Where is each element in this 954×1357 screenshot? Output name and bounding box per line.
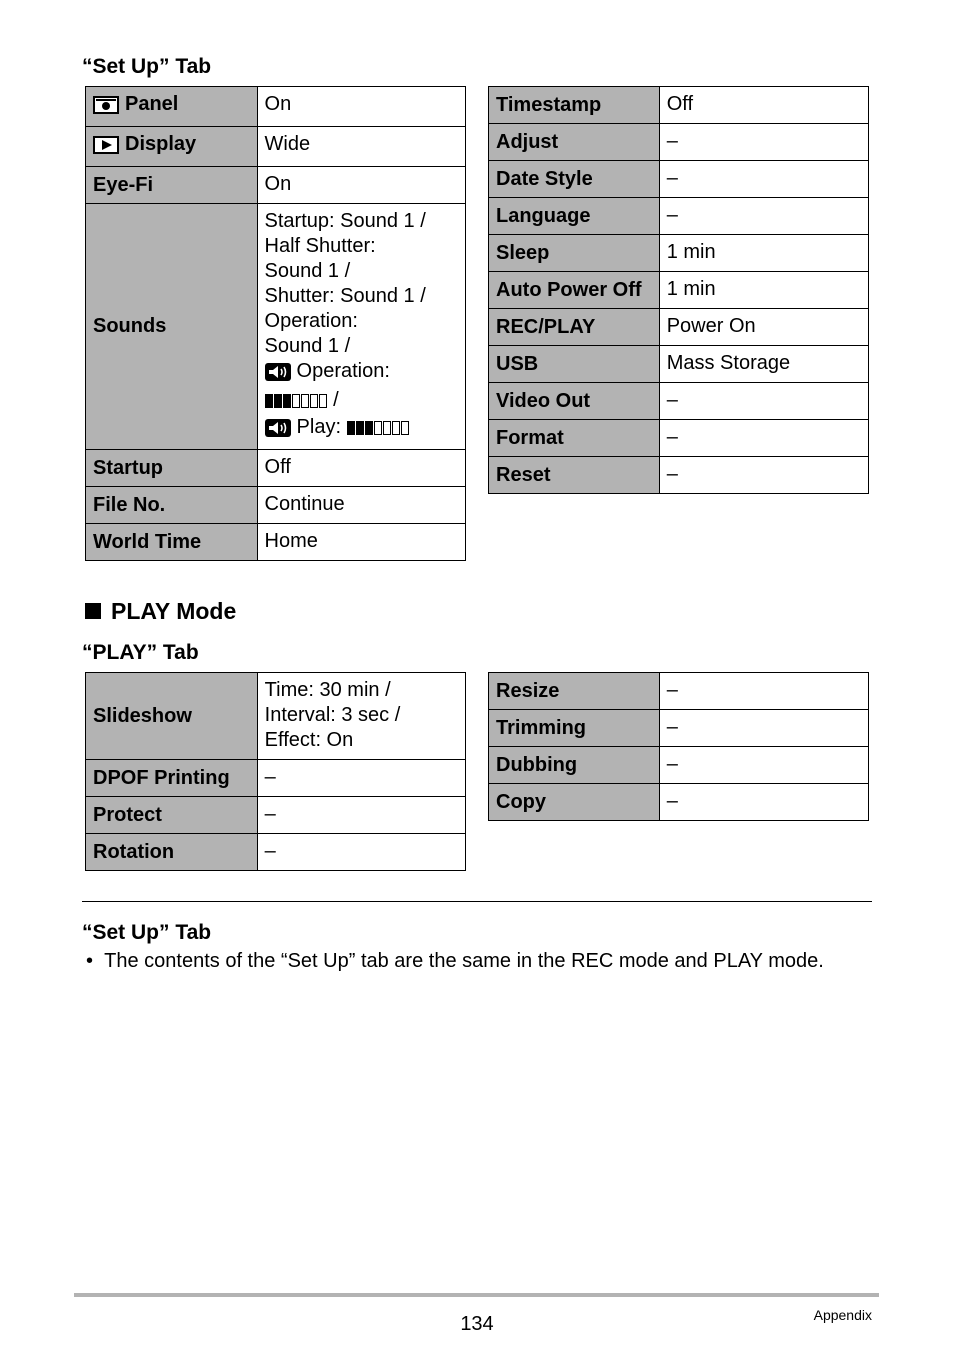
row-value: – <box>659 161 868 198</box>
row-key: Trimming <box>489 710 660 747</box>
volume-level-bar <box>401 421 409 435</box>
row-key: Timestamp <box>489 87 660 124</box>
volume-level-bar <box>347 421 355 435</box>
row-value: On <box>257 167 465 204</box>
row-value: – <box>257 760 465 797</box>
table-row <box>86 87 466 127</box>
table-row <box>489 710 869 747</box>
table-row <box>86 760 466 797</box>
table-row <box>489 272 869 309</box>
table-row <box>489 309 869 346</box>
volume-level-bar <box>319 394 327 408</box>
row-value: Off <box>257 450 465 487</box>
table-row <box>489 198 869 235</box>
row-key: Sounds <box>86 204 258 450</box>
table-row <box>86 204 466 450</box>
panel-icon <box>93 96 119 121</box>
volume-icon <box>265 363 291 388</box>
row-value: 1 min <box>659 272 868 309</box>
row-key: Resize <box>489 673 660 710</box>
row-key: Language <box>489 198 660 235</box>
table-row <box>86 797 466 834</box>
operation-volume-level <box>265 390 328 415</box>
volume-level-bar <box>383 421 391 435</box>
row-key: Dubbing <box>489 747 660 784</box>
row-value: Power On <box>659 309 868 346</box>
row-value: 1 min <box>659 235 868 272</box>
row-value: – <box>659 710 868 747</box>
table-row <box>489 420 869 457</box>
setup-tab-heading: “Set Up” Tab <box>82 55 212 78</box>
row-key: USB <box>489 346 660 383</box>
page-number: 134 <box>460 1313 494 1335</box>
row-value: – <box>659 747 868 784</box>
row-value: – <box>659 198 868 235</box>
row-value: – <box>659 457 868 494</box>
row-value: Continue <box>257 487 465 524</box>
table-row <box>489 673 869 710</box>
table-row <box>86 127 466 167</box>
volume-level-bar <box>283 394 291 408</box>
volume-icon <box>265 419 291 444</box>
row-key: DPOF Printing <box>86 760 258 797</box>
row-value: – <box>659 383 868 420</box>
table-row <box>489 235 869 272</box>
table-row <box>86 167 466 204</box>
row-value: – <box>659 420 868 457</box>
table-row <box>86 487 466 524</box>
table-row <box>489 87 869 124</box>
display-icon <box>93 136 119 161</box>
table-row <box>489 747 869 784</box>
row-key: Slideshow <box>86 673 258 760</box>
row-key: Eye-Fi <box>86 167 258 204</box>
row-value: On <box>257 87 465 127</box>
table-row <box>86 834 466 871</box>
row-value: Startup: Sound 1 / Half Shutter: Sound 1 / Shutter: Sound 1 / Operation: Sound 1 / Operation: / Play: <box>257 204 465 450</box>
setup-left-table <box>85 86 466 561</box>
row-key: Display <box>86 127 258 167</box>
row-key: Sleep <box>489 235 660 272</box>
note-text: • The contents of the “Set Up” tab are the same in the REC mode and PLAY mode. <box>86 950 824 972</box>
row-key: Copy <box>489 784 660 821</box>
row-value: – <box>659 784 868 821</box>
row-value: – <box>659 673 868 710</box>
row-key: World Time <box>86 524 258 561</box>
volume-level-bar <box>310 394 318 408</box>
row-key: Protect <box>86 797 258 834</box>
table-row <box>489 346 869 383</box>
row-value: Off <box>659 87 868 124</box>
table-row <box>489 784 869 821</box>
row-key: REC/PLAY <box>489 309 660 346</box>
volume-level-bar <box>356 421 364 435</box>
volume-level-bar <box>365 421 373 435</box>
row-key: Auto Power Off <box>489 272 660 309</box>
table-row <box>489 457 869 494</box>
divider <box>82 901 872 902</box>
setup-right-table <box>488 86 869 494</box>
table-row <box>489 124 869 161</box>
volume-level-bar <box>301 394 309 408</box>
row-value: – <box>659 124 868 161</box>
play-right-table <box>488 672 869 821</box>
row-key: Format <box>489 420 660 457</box>
table-row <box>86 673 466 760</box>
section-label: Appendix <box>813 1307 872 1323</box>
volume-level-bar <box>392 421 400 435</box>
play-tab-heading: “PLAY” Tab <box>82 641 199 664</box>
play-left-table <box>85 672 466 871</box>
bullet: • <box>86 950 94 972</box>
row-key: File No. <box>86 487 258 524</box>
volume-level-bar <box>265 394 273 408</box>
row-value: Home <box>257 524 465 561</box>
row-key: Video Out <box>489 383 660 420</box>
row-value: Mass Storage <box>659 346 868 383</box>
table-row <box>86 524 466 561</box>
row-value: Time: 30 min / Interval: 3 sec / Effect: On <box>257 673 465 760</box>
row-key: Startup <box>86 450 258 487</box>
row-key: Rotation <box>86 834 258 871</box>
footer-divider <box>74 1293 879 1297</box>
setup-tab-heading-2: “Set Up” Tab <box>82 921 212 944</box>
row-key: Reset <box>489 457 660 494</box>
row-value: – <box>257 797 465 834</box>
row-key: Adjust <box>489 124 660 161</box>
square-bullet-icon <box>85 603 101 619</box>
row-value: Wide <box>257 127 465 167</box>
volume-level-bar <box>374 421 382 435</box>
table-row <box>86 450 466 487</box>
play-volume-level <box>347 417 410 442</box>
row-value: – <box>257 834 465 871</box>
table-row <box>489 161 869 198</box>
play-mode-title: PLAY Mode <box>85 597 236 625</box>
table-row <box>489 383 869 420</box>
volume-level-bar <box>274 394 282 408</box>
row-key: Date Style <box>489 161 660 198</box>
volume-level-bar <box>292 394 300 408</box>
row-key: Panel <box>86 87 258 127</box>
